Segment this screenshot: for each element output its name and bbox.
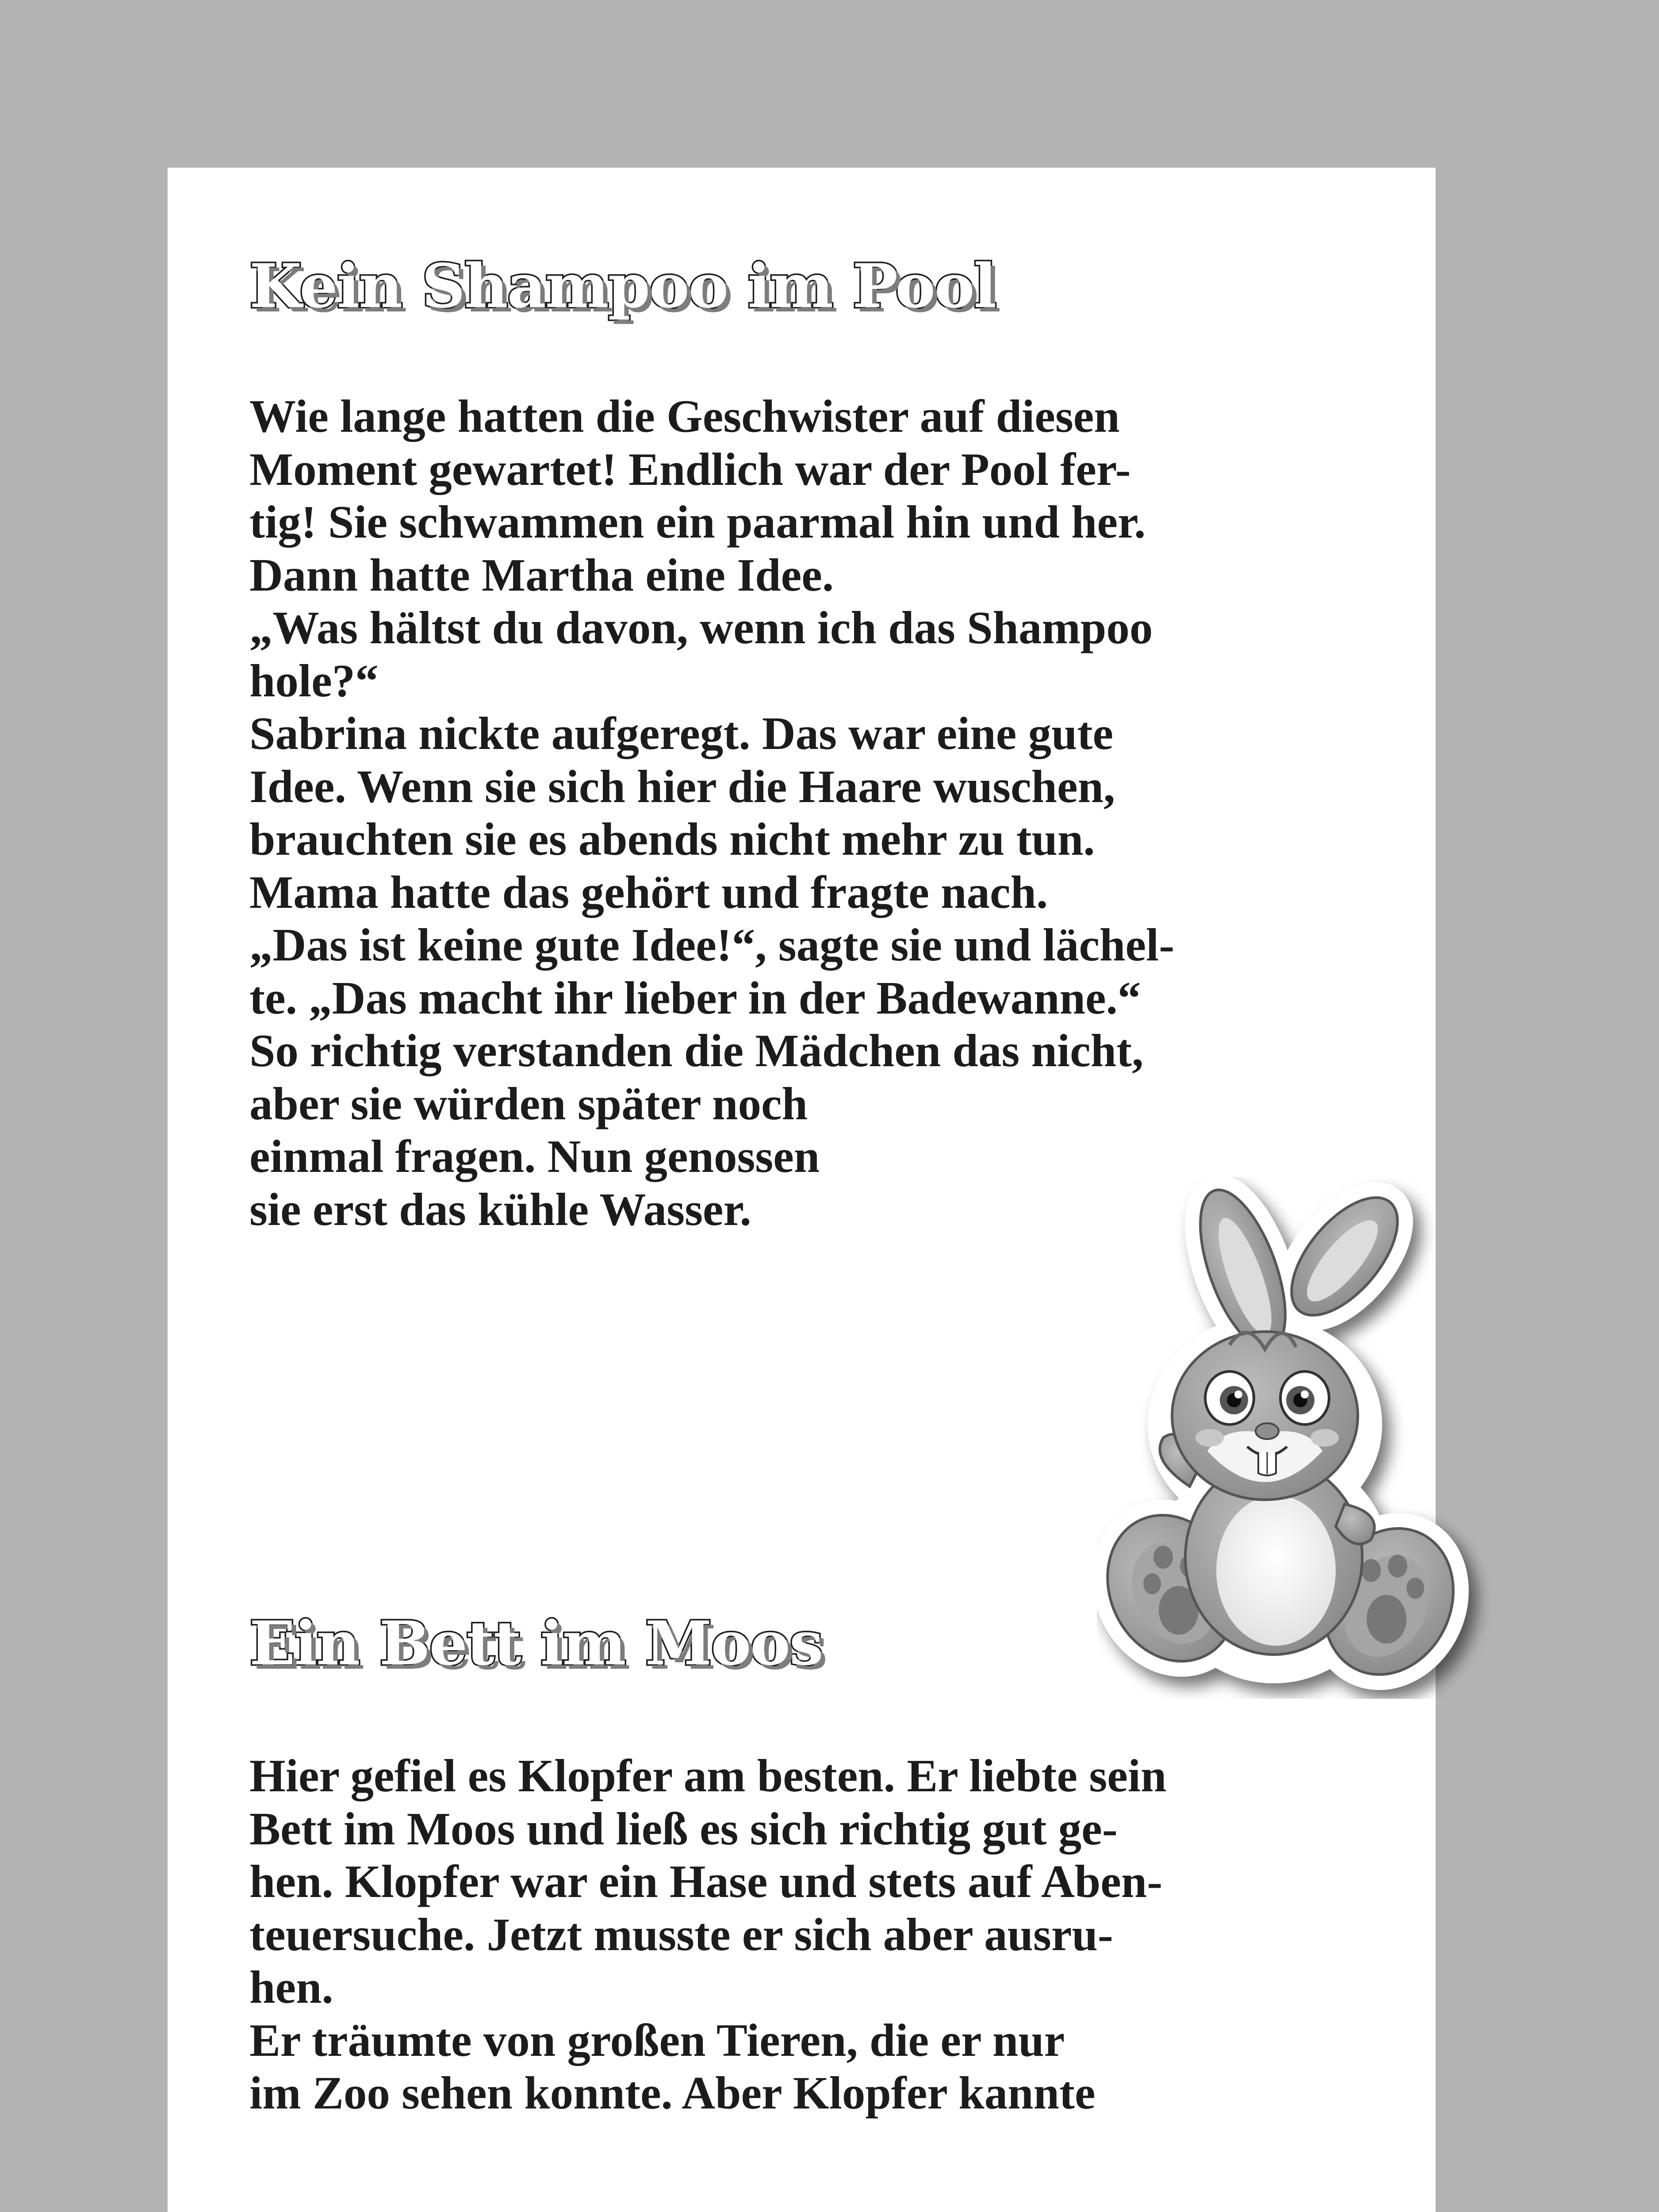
text-line: Er träumte von großen Tieren, die er nur (249, 2014, 1065, 2066)
text-line: „Das ist keine gute Idee!“, sagte sie und lächel- (249, 919, 1175, 971)
text-line: Wie lange hatten die Geschwister auf diesen (249, 390, 1120, 442)
text-line: sie erst das kühle Wasser. (249, 1183, 751, 1235)
text-line: einmal fragen. Nun genossen (249, 1130, 820, 1182)
text-line: Idee. Wenn sie sich hier die Haare wuschen, (249, 760, 1115, 812)
text-line: „Was hältst du davon, wenn ich das Shampoo (249, 602, 1153, 653)
story-text-shampoo (249, 390, 1382, 1236)
text-line: So richtig verstanden die Mädchen das nicht, (249, 1025, 1144, 1076)
text-line: teuersuche. Jetzt musste er sich aber ausru- (249, 1908, 1113, 1960)
bunny-sticker-illustration (1097, 1177, 1495, 1699)
story-title-shampoo: Kein Shampoo im Pool (249, 251, 996, 322)
story-text-moos (249, 1749, 1382, 2120)
text-line: im Zoo sehen konnte. Aber Klopfer kannte (249, 2067, 1096, 2119)
text-line: hen. Klopfer war ein Hase und stets auf Aben- (249, 1855, 1163, 1907)
text-line: Sabrina nickte aufgeregt. Das war eine gute (249, 707, 1114, 759)
text-line: hen. (249, 1961, 333, 2013)
text-line: Dann hatte Martha eine Idee. (249, 549, 834, 601)
story-title-moos: Ein Bett im Moos (249, 1608, 823, 1679)
text-line: Mama hatte das gehört und fragte nach. (249, 866, 1048, 918)
text-line: aber sie würden später noch (249, 1077, 808, 1129)
text-line: Bett im Moos und ließ es sich richtig gut ge- (249, 1802, 1118, 1855)
text-line: brauchten sie es abends nicht mehr zu tun. (249, 813, 1095, 865)
text-line: Hier gefiel es Klopfer am besten. Er liebte sein (249, 1750, 1167, 1801)
text-line: hole?“ (249, 654, 379, 707)
text-line: te. „Das macht ihr lieber in der Badewanne.“ (249, 972, 1141, 1024)
text-line: Moment gewartet! Endlich war der Pool fer- (249, 443, 1131, 495)
text-line: tig! Sie schwammen ein paarmal hin und her. (249, 496, 1146, 548)
